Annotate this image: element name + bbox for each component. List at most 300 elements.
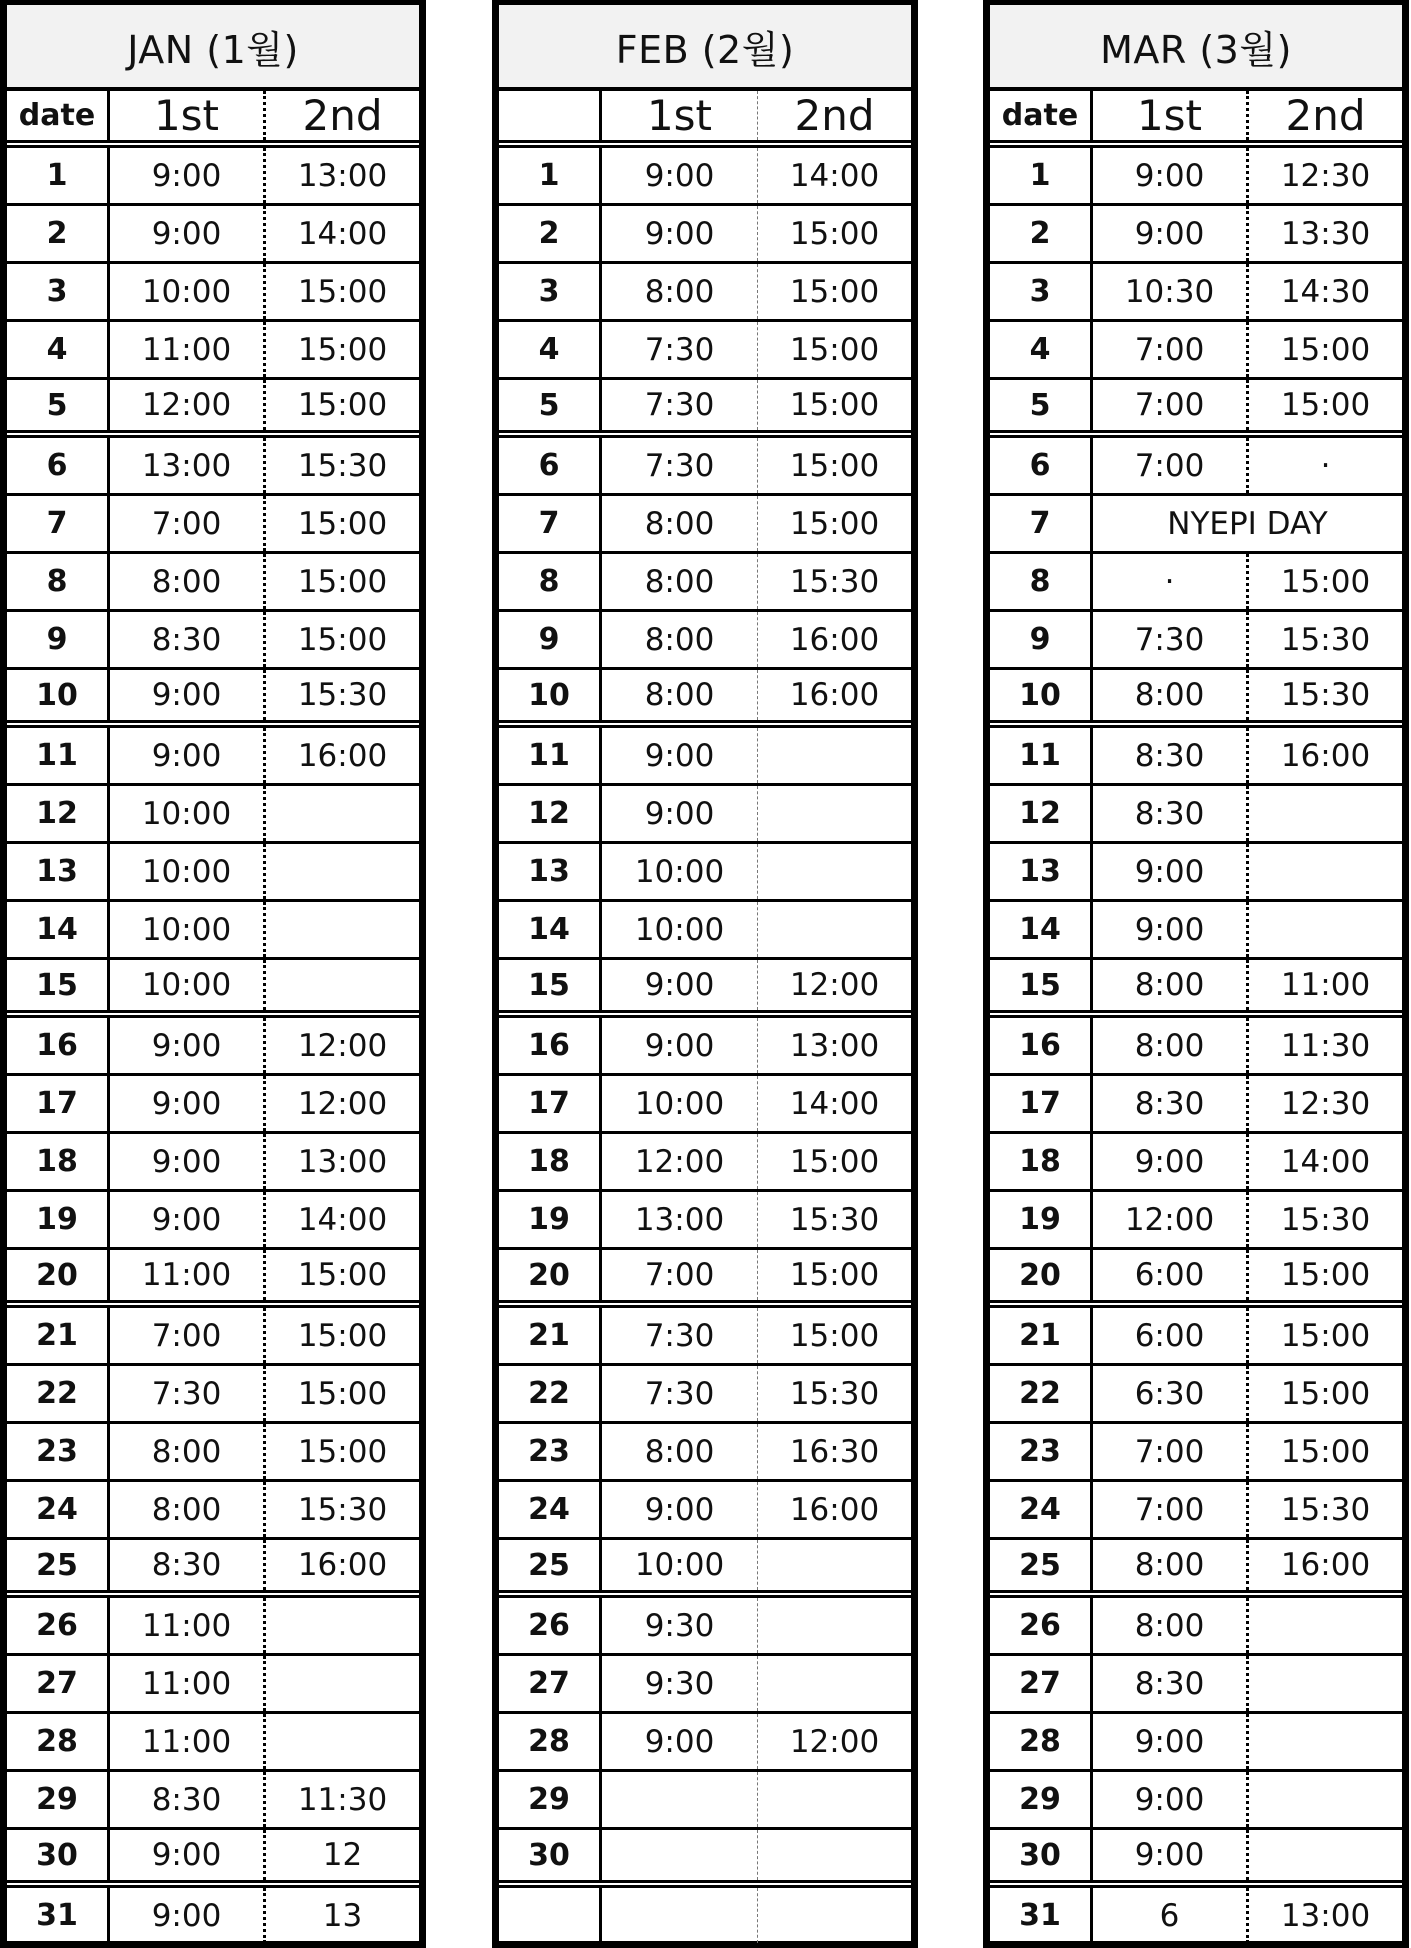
second-time-cell: 15:00 (1280, 563, 1371, 600)
first-time-cell: 8:00 (602, 1424, 758, 1479)
table-row (990, 264, 1402, 322)
first-time-cell: 7:30 (602, 1366, 758, 1421)
date-cell: 15 (990, 960, 1093, 1010)
table-row (990, 1192, 1402, 1250)
date-cell: 9 (990, 612, 1093, 667)
second-time-cell: 15:30 (1280, 677, 1371, 713)
table-row (990, 1424, 1402, 1482)
table-row (990, 322, 1402, 380)
table-row (990, 1308, 1402, 1366)
table-row (990, 1714, 1402, 1772)
first-time-cell: 8:00 (602, 554, 758, 609)
date-cell: 24 (499, 1482, 602, 1537)
first-time-cell: 10:00 (110, 844, 266, 899)
second-time-cell: 15:00 (297, 1433, 388, 1470)
second-time-cell (1249, 1656, 1402, 1711)
first-time-cell: 11:00 (110, 322, 266, 377)
date-cell: 4 (7, 322, 110, 377)
second-time-cell: 15:30 (789, 1201, 880, 1238)
table-row (990, 612, 1402, 670)
second-time-cell: 15:30 (297, 1491, 388, 1528)
table-row (990, 1250, 1402, 1308)
first-time-cell: 7:00 (110, 496, 266, 551)
second-time-cell: 15:00 (297, 1257, 388, 1293)
second-time-cell: 15:00 (789, 1317, 880, 1354)
first-time-cell: 9:00 (1093, 1134, 1249, 1189)
first-time-cell: 7:30 (602, 438, 758, 493)
second-time-cell: 16:00 (789, 621, 880, 658)
date-cell: 8 (7, 554, 110, 609)
table-row (499, 1424, 911, 1482)
date-cell: 2 (990, 206, 1093, 261)
table-row (7, 1598, 419, 1656)
table-row (499, 206, 911, 264)
date-cell: 28 (990, 1714, 1093, 1769)
date-cell: 17 (499, 1076, 602, 1131)
date-cell: 3 (990, 264, 1093, 319)
date-cell: 27 (990, 1656, 1093, 1711)
first-time-cell: 8:00 (602, 496, 758, 551)
date-cell: 21 (990, 1308, 1093, 1363)
table-row (499, 1192, 911, 1250)
date-cell: 26 (7, 1598, 110, 1653)
first-time-cell: 6 (1093, 1888, 1249, 1943)
date-cell: 19 (499, 1192, 602, 1247)
table-row (499, 612, 911, 670)
first-time-cell: 8:00 (1093, 1598, 1249, 1653)
first-time-cell: 9:00 (110, 206, 266, 261)
table-row (499, 1714, 911, 1772)
second-time-cell: 11:30 (1280, 1027, 1371, 1064)
date-cell: 5 (7, 380, 110, 430)
table-row (990, 844, 1402, 902)
first-time-cell: 8:30 (1093, 786, 1249, 841)
table-row (7, 844, 419, 902)
second-time-cell (266, 960, 419, 1010)
table-row (499, 1482, 911, 1540)
date-cell: 28 (499, 1714, 602, 1769)
table-row (499, 1018, 911, 1076)
table-row (990, 206, 1402, 264)
first-time-cell: 9:00 (1093, 1772, 1249, 1827)
table-row (990, 496, 1402, 554)
first-time-cell: 9:00 (602, 786, 758, 841)
first-time-cell: 8:00 (602, 612, 758, 667)
month-table-mar (983, 0, 1409, 1948)
second-time-cell: 15:00 (789, 1143, 880, 1180)
second-time-cell: 16:30 (789, 1433, 880, 1470)
second-time-cell (266, 1598, 419, 1653)
second-time-cell: 15:00 (1280, 1433, 1371, 1470)
table-row (7, 322, 419, 380)
table-row (499, 1772, 911, 1830)
second-time-cell (758, 1830, 911, 1880)
second-time-cell: 15:00 (297, 387, 388, 423)
table-row (499, 902, 911, 960)
month-rows (7, 148, 419, 1943)
second-time-cell (758, 844, 911, 899)
date-cell: 13 (990, 844, 1093, 899)
second-time-cell: 15:00 (789, 273, 880, 310)
table-row (990, 902, 1402, 960)
table-row (499, 1830, 911, 1888)
table-row (7, 1366, 419, 1424)
month-title: JAN (1월) (7, 5, 419, 91)
date-cell: 25 (7, 1540, 110, 1590)
date-cell: 17 (990, 1076, 1093, 1131)
first-time-cell: 9:00 (602, 148, 758, 203)
first-time-cell: 8:30 (110, 1540, 266, 1590)
first-time-cell: · (1093, 554, 1249, 609)
first-column-header: 1st (110, 91, 266, 140)
date-cell: 21 (499, 1308, 602, 1363)
second-time-cell: 15:00 (297, 505, 388, 542)
date-cell: 24 (990, 1482, 1093, 1537)
date-cell: 2 (499, 206, 602, 261)
second-time-cell: 11:30 (297, 1781, 388, 1818)
date-cell: 31 (7, 1888, 110, 1943)
first-time-cell: 7:00 (1093, 380, 1249, 430)
first-time-cell: 10:00 (602, 844, 758, 899)
date-cell: 1 (7, 148, 110, 203)
date-cell: 14 (499, 902, 602, 957)
date-cell: 7 (990, 496, 1093, 551)
first-time-cell: 9:00 (110, 670, 266, 720)
first-time-cell: 8:00 (1093, 670, 1249, 720)
second-time-cell (1249, 844, 1402, 899)
first-time-cell: 8:00 (110, 1424, 266, 1479)
second-time-cell: 16:00 (1280, 737, 1371, 774)
second-time-cell: 15:00 (297, 1375, 388, 1412)
table-row (7, 496, 419, 554)
table-row (499, 322, 911, 380)
table-row (990, 1540, 1402, 1598)
second-time-cell: 15:00 (1280, 1375, 1371, 1412)
first-time-cell: 8:00 (110, 554, 266, 609)
first-time-cell: 8:00 (1093, 1540, 1249, 1590)
date-cell: 23 (990, 1424, 1093, 1479)
first-time-cell: 7:00 (110, 1308, 266, 1363)
second-time-cell (1249, 1830, 1402, 1880)
second-column-header: 2nd (1285, 91, 1366, 140)
first-time-cell: 9:00 (1093, 902, 1249, 957)
first-time-cell: 11:00 (110, 1598, 266, 1653)
date-cell: 12 (499, 786, 602, 841)
table-row (499, 1076, 911, 1134)
first-time-cell: 10:00 (602, 1076, 758, 1131)
second-time-cell (1249, 1598, 1402, 1653)
date-cell: 2 (7, 206, 110, 261)
table-row (7, 612, 419, 670)
table-row (990, 148, 1402, 206)
second-time-cell (266, 902, 419, 957)
first-time-cell: 9:00 (602, 728, 758, 783)
first-time-cell: 9:00 (602, 1018, 758, 1073)
date-cell: 11 (7, 728, 110, 783)
first-time-cell: 12:00 (602, 1134, 758, 1189)
date-column-header-empty (499, 91, 602, 140)
table-row (7, 786, 419, 844)
date-cell: 7 (499, 496, 602, 551)
second-time-cell: 15:00 (789, 387, 880, 423)
date-cell: 20 (7, 1250, 110, 1300)
second-time-cell: 15:30 (1280, 1491, 1371, 1528)
table-row (990, 728, 1402, 786)
date-cell: 5 (499, 380, 602, 430)
second-time-cell (758, 902, 911, 957)
date-cell: 16 (499, 1018, 602, 1073)
date-cell: 20 (990, 1250, 1093, 1300)
date-cell: 18 (7, 1134, 110, 1189)
second-time-cell (1249, 1714, 1402, 1769)
date-cell: 18 (499, 1134, 602, 1189)
table-row (499, 1888, 911, 1943)
second-time-cell: 15:30 (789, 1375, 880, 1412)
table-row (7, 1134, 419, 1192)
first-time-cell: 7:00 (1093, 1482, 1249, 1537)
date-cell: 12 (7, 786, 110, 841)
date-cell: 4 (990, 322, 1093, 377)
date-cell: 29 (7, 1772, 110, 1827)
date-cell: 19 (7, 1192, 110, 1247)
second-time-cell: 15:00 (297, 331, 388, 368)
date-cell: 22 (990, 1366, 1093, 1421)
table-row (499, 380, 911, 438)
date-cell: 10 (499, 670, 602, 720)
first-time-cell: 9:00 (602, 1482, 758, 1537)
table-row (499, 438, 911, 496)
date-cell: 23 (499, 1424, 602, 1479)
second-time-cell: 15:00 (297, 621, 388, 658)
date-cell: 6 (499, 438, 602, 493)
second-time-cell: 12:00 (297, 1085, 388, 1122)
table-row (7, 1250, 419, 1308)
table-row (499, 960, 911, 1018)
date-cell: 17 (7, 1076, 110, 1131)
date-cell: 14 (990, 902, 1093, 957)
holiday-cell: NYEPI DAY (1167, 505, 1328, 542)
second-time-cell: 15:00 (297, 563, 388, 600)
date-cell: 23 (7, 1424, 110, 1479)
date-cell: 1 (499, 148, 602, 203)
second-time-cell: · (1320, 447, 1331, 484)
second-time-cell: 13:00 (1280, 1897, 1371, 1934)
first-time-cell: 7:00 (1093, 322, 1249, 377)
second-time-cell: 12:30 (1280, 1085, 1371, 1122)
first-time-cell: 6:30 (1093, 1366, 1249, 1421)
date-cell: 4 (499, 322, 602, 377)
table-row (7, 902, 419, 960)
table-row (7, 1772, 419, 1830)
first-time-cell: 9:30 (602, 1598, 758, 1653)
first-time-cell: 10:00 (602, 902, 758, 957)
second-time-cell: 13:00 (789, 1027, 880, 1064)
date-cell: 19 (990, 1192, 1093, 1247)
month-table-jan (0, 0, 426, 1948)
date-cell: 10 (990, 670, 1093, 720)
second-time-cell: 15:00 (297, 273, 388, 310)
second-time-cell (758, 1598, 911, 1653)
date-cell: 9 (7, 612, 110, 667)
second-column-header: 2nd (302, 91, 383, 140)
first-time-cell: 7:00 (1093, 438, 1249, 493)
first-time-cell: 10:00 (110, 264, 266, 319)
table-row (990, 786, 1402, 844)
table-row (990, 1018, 1402, 1076)
table-row (499, 670, 911, 728)
second-time-cell (266, 1656, 419, 1711)
second-time-cell: 14:00 (1280, 1143, 1371, 1180)
table-row (7, 1482, 419, 1540)
month-rows (499, 148, 911, 1943)
date-column-header: date (7, 91, 110, 140)
table-row (7, 554, 419, 612)
second-time-cell (758, 1888, 911, 1943)
table-row (990, 670, 1402, 728)
first-time-cell: 7:30 (602, 380, 758, 430)
date-cell: 27 (7, 1656, 110, 1711)
date-cell: 13 (499, 844, 602, 899)
first-time-cell (602, 1888, 758, 1943)
month-title: FEB (2월) (499, 5, 911, 91)
date-cell: 25 (499, 1540, 602, 1590)
date-cell: 15 (499, 960, 602, 1010)
first-time-cell: 8:00 (110, 1482, 266, 1537)
month-title: MAR (3월) (990, 5, 1402, 91)
second-time-cell: 13:30 (1280, 215, 1371, 252)
first-time-cell: 11:00 (110, 1250, 266, 1300)
first-time-cell: 9:00 (110, 1076, 266, 1131)
table-row (7, 1888, 419, 1943)
second-time-cell: 15:00 (1280, 1257, 1371, 1293)
first-time-cell: 9:00 (110, 1830, 266, 1880)
first-time-cell: 11:00 (110, 1714, 266, 1769)
second-time-cell: 13:00 (297, 157, 388, 194)
date-cell: 11 (499, 728, 602, 783)
date-cell: 29 (990, 1772, 1093, 1827)
date-cell: 3 (499, 264, 602, 319)
second-time-cell: 15:00 (297, 1317, 388, 1354)
first-time-cell: 13:00 (602, 1192, 758, 1247)
date-cell: 30 (990, 1830, 1093, 1880)
first-time-cell: 7:30 (1093, 612, 1249, 667)
date-cell: 14 (7, 902, 110, 957)
second-time-cell (1249, 1772, 1402, 1827)
first-time-cell: 9:00 (110, 1192, 266, 1247)
first-column-header: 1st (602, 91, 758, 140)
first-time-cell: 7:00 (602, 1250, 758, 1300)
first-time-cell: 9:00 (1093, 844, 1249, 899)
date-cell: 27 (499, 1656, 602, 1711)
date-cell: 12 (990, 786, 1093, 841)
table-row (7, 1714, 419, 1772)
table-row (499, 786, 911, 844)
second-time-cell: 14:30 (1280, 273, 1371, 310)
second-time-cell: 14:00 (789, 157, 880, 194)
second-time-cell (1249, 902, 1402, 957)
table-row (7, 728, 419, 786)
table-row (499, 264, 911, 322)
second-time-cell: 15:00 (789, 447, 880, 484)
table-row (990, 438, 1402, 496)
second-time-cell: 15:00 (1280, 387, 1371, 423)
second-time-cell: 15:00 (789, 215, 880, 252)
first-time-cell: 9:00 (1093, 148, 1249, 203)
date-cell: 16 (7, 1018, 110, 1073)
first-time-cell: 8:00 (602, 670, 758, 720)
date-cell: 10 (7, 670, 110, 720)
date-cell: 15 (7, 960, 110, 1010)
second-time-cell: 16:00 (789, 677, 880, 713)
table-row (7, 1830, 419, 1888)
first-time-cell: 8:00 (602, 264, 758, 319)
second-time-cell: 15:30 (1280, 1201, 1371, 1238)
date-cell: 13 (7, 844, 110, 899)
table-row (499, 844, 911, 902)
second-time-cell: 11:00 (1280, 967, 1371, 1003)
second-time-cell: 15:30 (297, 677, 388, 713)
first-time-cell: 8:30 (1093, 1076, 1249, 1131)
table-row (990, 1134, 1402, 1192)
second-time-cell: 15:30 (789, 563, 880, 600)
date-cell: 22 (7, 1366, 110, 1421)
first-time-cell: 6:00 (1093, 1308, 1249, 1363)
date-cell: 25 (990, 1540, 1093, 1590)
second-time-cell: 12:00 (789, 967, 880, 1003)
month-rows (990, 148, 1402, 1943)
first-time-cell: 9:00 (110, 1134, 266, 1189)
second-time-cell: 14:00 (297, 1201, 388, 1238)
table-row (499, 1134, 911, 1192)
table-row (7, 206, 419, 264)
table-row (7, 1076, 419, 1134)
table-row (990, 1830, 1402, 1888)
first-time-cell: 9:00 (110, 148, 266, 203)
table-row (7, 1656, 419, 1714)
table-row (990, 380, 1402, 438)
table-row (7, 1424, 419, 1482)
table-row (7, 670, 419, 728)
date-cell: 22 (499, 1366, 602, 1421)
second-time-cell: 13:00 (297, 1143, 388, 1180)
table-row (499, 1656, 911, 1714)
second-time-cell: 15:00 (789, 505, 880, 542)
first-time-cell: 9:00 (1093, 1714, 1249, 1769)
first-time-cell (602, 1830, 758, 1880)
table-row (7, 1308, 419, 1366)
table-row (7, 380, 419, 438)
date-cell: 6 (990, 438, 1093, 493)
second-time-cell: 15:30 (297, 447, 388, 484)
first-time-cell: 10:00 (110, 960, 266, 1010)
date-cell: 24 (7, 1482, 110, 1537)
date-cell: 30 (7, 1830, 110, 1880)
date-column-header: date (990, 91, 1093, 140)
date-cell: 21 (7, 1308, 110, 1363)
second-time-cell: 14:00 (789, 1085, 880, 1122)
date-cell: 26 (499, 1598, 602, 1653)
second-time-cell: 12 (322, 1837, 363, 1873)
date-cell: 31 (990, 1888, 1093, 1943)
date-cell: 11 (990, 728, 1093, 783)
table-row (499, 148, 911, 206)
table-row (990, 1076, 1402, 1134)
second-column-header: 2nd (794, 91, 875, 140)
first-time-cell: 8:30 (110, 1772, 266, 1827)
date-cell: 26 (990, 1598, 1093, 1653)
first-time-cell: 9:00 (110, 728, 266, 783)
table-row (990, 1366, 1402, 1424)
